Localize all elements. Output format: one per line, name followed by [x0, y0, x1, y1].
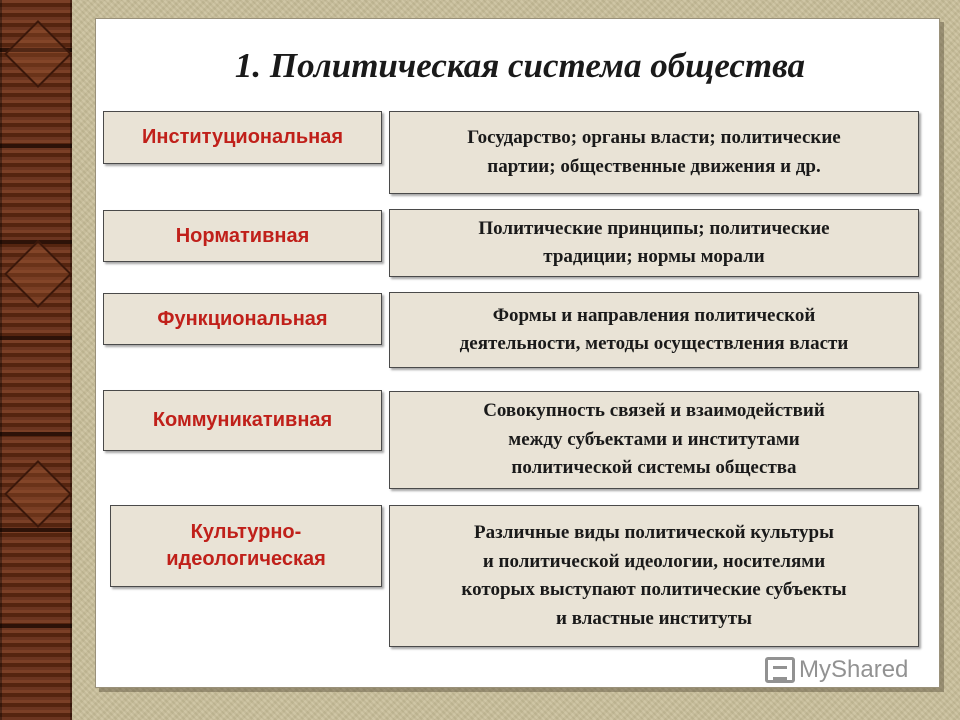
category-box-communicative	[103, 390, 382, 451]
category-label: Институциональная	[142, 126, 343, 148]
decorative-side-strip	[0, 0, 72, 720]
category-box-cultural-ideological	[110, 505, 382, 587]
description-box-functional	[389, 292, 919, 368]
description-text: Государство; органы власти; политические партии; общественные движения и др.	[467, 127, 841, 177]
description-box-institutional	[389, 111, 919, 194]
category-label: Функциональная	[157, 307, 328, 330]
description-text: Политические принципы; политические традиции; нормы морали	[478, 217, 830, 267]
category-box-functional	[103, 293, 382, 345]
category-label: Культурно- идеологическая	[166, 521, 326, 570]
description-box-normative	[389, 209, 919, 277]
slide-title: 1. Политическая система общества	[234, 46, 806, 85]
category-box-normative	[103, 210, 382, 262]
category-label: Коммуникативная	[152, 409, 333, 431]
watermark	[765, 656, 908, 684]
diamond-ornament	[4, 240, 72, 308]
description-box-communicative	[389, 391, 919, 489]
watermark-text: MyShared	[799, 656, 909, 683]
description-text: Формы и направления политической деятельности, методы осуществления власти	[459, 304, 849, 354]
description-box-cultural-ideological	[389, 505, 919, 647]
presentation-icon	[765, 657, 795, 683]
description-text: Совокупность связей и взаимодействий между субъектами и институтами политической системы общества	[483, 400, 825, 479]
category-box-institutional	[103, 111, 382, 164]
diamond-ornament	[4, 460, 72, 528]
description-text: Различные виды политической культуры и политической идеологии, носителями которых выступают политические субъекты и властные институты	[461, 522, 847, 629]
category-label: Нормативная	[175, 224, 310, 247]
